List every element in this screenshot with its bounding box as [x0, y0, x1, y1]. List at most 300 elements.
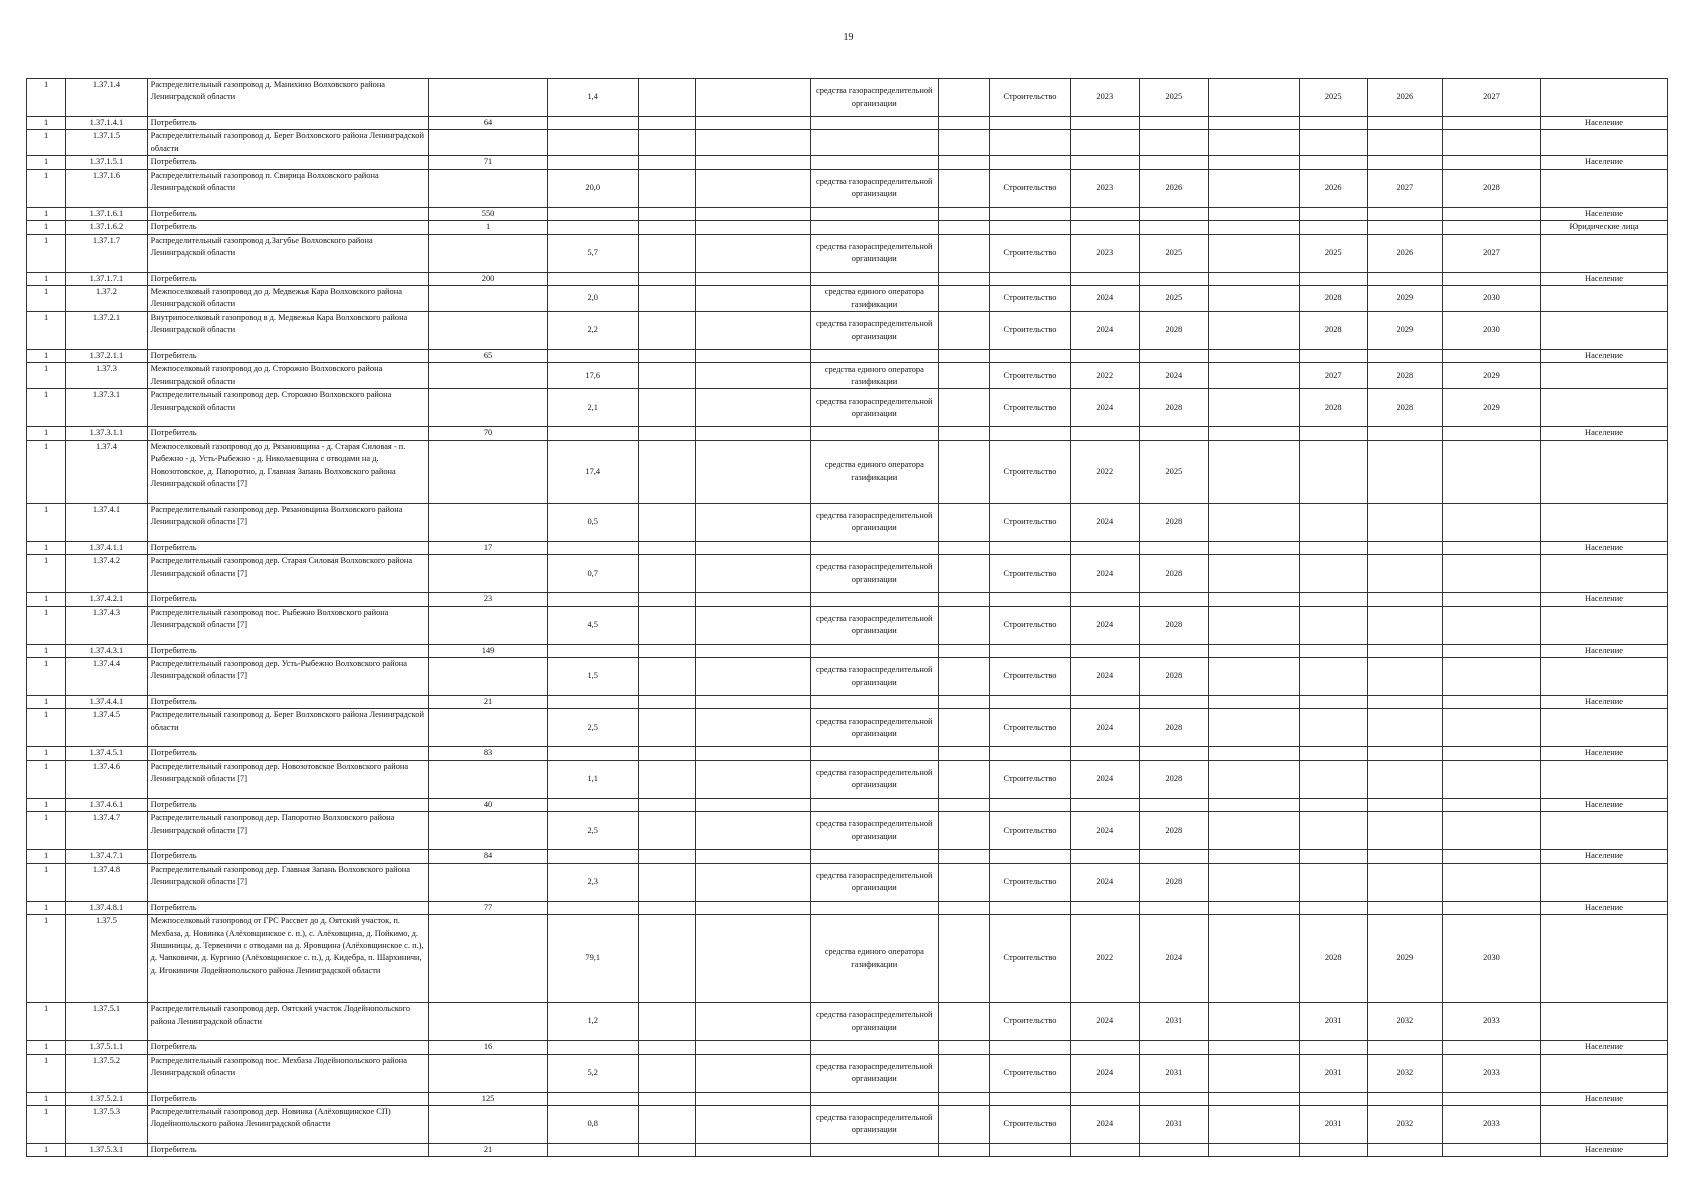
- empty-cell: [638, 555, 696, 593]
- empty-cell: [938, 541, 990, 554]
- empty-cell: [696, 863, 810, 901]
- object-name-cell: Внутрипоселковый газопровод в д. Медвежья Кара Волховского района Ленинградской области: [147, 312, 429, 350]
- empty-cell: [696, 1092, 810, 1105]
- year-cell: [1443, 130, 1541, 156]
- object-name-cell: Распределительный газопровод д. Манихино Волховского района Ленинградской области: [147, 79, 429, 117]
- empty-cell: [810, 541, 938, 554]
- category-cell: Население: [1540, 798, 1667, 811]
- consumer-label-cell: Потребитель: [147, 272, 429, 285]
- empty-cell: [990, 1092, 1070, 1105]
- consumer-count-cell: 65: [429, 350, 548, 363]
- empty-cell: [1139, 1041, 1208, 1054]
- object-row: [27, 234, 1668, 272]
- year-cell: 2031: [1299, 1003, 1367, 1041]
- empty-cell: [1139, 541, 1208, 554]
- item-number-cell: 1.37.4.6: [66, 760, 147, 798]
- empty-cell: [1367, 221, 1442, 234]
- end-year-cell: 2028: [1139, 658, 1208, 696]
- consumer-count-cell: 84: [429, 850, 548, 863]
- item-number-cell: 1.37.4.4: [66, 658, 147, 696]
- empty-cell: [638, 207, 696, 220]
- year-cell: [1367, 760, 1442, 798]
- start-year-cell: 2024: [1070, 606, 1139, 644]
- empty-cell: [1540, 863, 1667, 901]
- empty-cell: [1208, 850, 1299, 863]
- empty-cell: [1139, 117, 1208, 130]
- empty-cell: [1367, 644, 1442, 657]
- empty-cell: [990, 427, 1070, 440]
- empty-cell: [810, 644, 938, 657]
- object-row: [27, 440, 1668, 503]
- empty-cell: [638, 221, 696, 234]
- empty-cell: [938, 555, 990, 593]
- empty-cell: [1540, 363, 1667, 389]
- empty-cell: [938, 798, 990, 811]
- empty-cell: [696, 427, 810, 440]
- year-cell: 2028: [1299, 312, 1367, 350]
- empty-cell: [938, 709, 990, 747]
- empty-cell: [990, 156, 1070, 169]
- end-year-cell: 2031: [1139, 1105, 1208, 1143]
- end-year-cell: 2025: [1139, 79, 1208, 117]
- consumer-row: [27, 427, 1668, 440]
- empty-cell: [938, 1105, 990, 1143]
- start-year-cell: 2023: [1070, 234, 1139, 272]
- object-name-cell: Распределительный газопровод п. Свирица Волховского района Ленинградской области: [147, 169, 429, 207]
- consumer-row: [27, 798, 1668, 811]
- group-cell: 1: [27, 312, 66, 350]
- empty-cell: [1299, 427, 1367, 440]
- empty-cell: [696, 709, 810, 747]
- consumer-row: [27, 696, 1668, 709]
- empty-cell: [1139, 221, 1208, 234]
- empty-cell: [638, 427, 696, 440]
- consumer-label-cell: Потребитель: [147, 593, 429, 606]
- object-row: [27, 1054, 1668, 1092]
- empty-cell: [1070, 221, 1139, 234]
- consumer-label-cell: Потребитель: [147, 850, 429, 863]
- group-cell: 1: [27, 117, 66, 130]
- object-row: [27, 363, 1668, 389]
- group-cell: 1: [27, 389, 66, 427]
- empty-cell: [1208, 1092, 1299, 1105]
- empty-cell: [696, 363, 810, 389]
- item-number-cell: 1.37.5.2.1: [66, 1092, 147, 1105]
- consumer-label-cell: Потребитель: [147, 541, 429, 554]
- consumer-count-cell: [429, 440, 548, 503]
- funding-source-cell: средства газораспределительной организации: [810, 1105, 938, 1143]
- empty-cell: [1070, 427, 1139, 440]
- empty-cell: [638, 1054, 696, 1092]
- item-number-cell: 1.37.1.5: [66, 130, 147, 156]
- item-number-cell: 1.37.2: [66, 286, 147, 312]
- year-cell: [1367, 863, 1442, 901]
- empty-cell: [1208, 709, 1299, 747]
- end-year-cell: 2028: [1139, 503, 1208, 541]
- empty-cell: [1070, 207, 1139, 220]
- consumer-count-cell: [429, 286, 548, 312]
- start-year-cell: 2024: [1070, 863, 1139, 901]
- empty-cell: [696, 1003, 810, 1041]
- empty-cell: [938, 1054, 990, 1092]
- funding-source-cell: средства газораспределительной организации: [810, 1003, 938, 1041]
- year-cell: [1299, 709, 1367, 747]
- empty-cell: [810, 350, 938, 363]
- empty-cell: [1299, 593, 1367, 606]
- object-row: [27, 658, 1668, 696]
- empty-cell: [1208, 427, 1299, 440]
- empty-cell: [638, 440, 696, 503]
- empty-cell: [547, 747, 638, 760]
- funding-source-cell: средства газораспределительной организации: [810, 169, 938, 207]
- year-cell: 2027: [1299, 363, 1367, 389]
- object-name-cell: Межпоселковый газопровод от ГРС Рассвет до д. Оятский участок, п. Мехбаза, д. Новинка (Алёховщинское с. п.), с. Алёховщина, д. Пойкимо, д. Яншиницы, д. Тервеничи с отводами на д. Яровщина (Алёховщинское с. п.), д. Чапковичи, д. Кургино (Алёховщинское с. п.), д. Кидебра, п. Шархиничи, д. Игокиничи Лодейнопольского района Ленинградской области: [147, 915, 429, 1003]
- empty-cell: [547, 221, 638, 234]
- empty-cell: [1299, 850, 1367, 863]
- empty-cell: [938, 850, 990, 863]
- consumer-label-cell: Потребитель: [147, 644, 429, 657]
- empty-cell: [1540, 760, 1667, 798]
- consumer-row: [27, 221, 1668, 234]
- consumer-row: [27, 1041, 1668, 1054]
- year-cell: [1299, 130, 1367, 156]
- consumer-count-cell: [429, 312, 548, 350]
- category-cell: Население: [1540, 427, 1667, 440]
- empty-cell: [1540, 812, 1667, 850]
- length-cell: 0,5: [547, 503, 638, 541]
- work-type-cell: Строительство: [990, 79, 1070, 117]
- category-cell: Население: [1540, 117, 1667, 130]
- item-number-cell: 1.37.4.3: [66, 606, 147, 644]
- group-cell: 1: [27, 272, 66, 285]
- empty-cell: [1299, 798, 1367, 811]
- empty-cell: [696, 555, 810, 593]
- year-cell: [1299, 760, 1367, 798]
- empty-cell: [638, 915, 696, 1003]
- empty-cell: [638, 901, 696, 914]
- consumer-row: [27, 593, 1668, 606]
- year-cell: 2028: [1367, 389, 1442, 427]
- funding-source-cell: средства газораспределительной организации: [810, 606, 938, 644]
- length-cell: 1,5: [547, 658, 638, 696]
- consumer-row: [27, 1092, 1668, 1105]
- consumer-label-cell: Потребитель: [147, 747, 429, 760]
- empty-cell: [1367, 593, 1442, 606]
- empty-cell: [638, 644, 696, 657]
- empty-cell: [938, 156, 990, 169]
- empty-cell: [1139, 644, 1208, 657]
- empty-cell: [1367, 541, 1442, 554]
- object-name-cell: Распределительный газопровод д. Берег Волховского района Ленинградской области: [147, 130, 429, 156]
- year-cell: 2032: [1367, 1054, 1442, 1092]
- empty-cell: [1540, 1105, 1667, 1143]
- length-cell: 0,7: [547, 555, 638, 593]
- year-cell: [1367, 709, 1442, 747]
- empty-cell: [1070, 272, 1139, 285]
- year-cell: [1299, 440, 1367, 503]
- work-type-cell: Строительство: [990, 760, 1070, 798]
- empty-cell: [1070, 696, 1139, 709]
- group-cell: 1: [27, 1143, 66, 1156]
- empty-cell: [1367, 798, 1442, 811]
- empty-cell: [1208, 593, 1299, 606]
- end-year-cell: 2028: [1139, 606, 1208, 644]
- empty-cell: [638, 606, 696, 644]
- consumer-count-cell: 83: [429, 747, 548, 760]
- year-cell: 2030: [1443, 312, 1541, 350]
- empty-cell: [638, 541, 696, 554]
- item-number-cell: 1.37.4.7: [66, 812, 147, 850]
- consumer-count-cell: [429, 1105, 548, 1143]
- empty-cell: [547, 1041, 638, 1054]
- object-row: [27, 312, 1668, 350]
- empty-cell: [1139, 901, 1208, 914]
- consumer-count-cell: [429, 79, 548, 117]
- start-year-cell: 2022: [1070, 363, 1139, 389]
- item-number-cell: 1.37.4.7.1: [66, 850, 147, 863]
- work-type-cell: Строительство: [990, 709, 1070, 747]
- empty-cell: [1208, 1003, 1299, 1041]
- object-row: [27, 915, 1668, 1003]
- empty-cell: [1208, 207, 1299, 220]
- year-cell: [1299, 503, 1367, 541]
- consumer-count-cell: [429, 130, 548, 156]
- object-name-cell: Распределительный газопровод дер. Старая Силовая Волховского района Ленинградской области [7]: [147, 555, 429, 593]
- empty-cell: [638, 760, 696, 798]
- empty-cell: [1208, 440, 1299, 503]
- empty-cell: [1208, 863, 1299, 901]
- empty-cell: [696, 350, 810, 363]
- item-number-cell: 1.37.4.6.1: [66, 798, 147, 811]
- object-row: [27, 79, 1668, 117]
- start-year-cell: 2024: [1070, 389, 1139, 427]
- object-name-cell: Распределительный газопровод дер. Оятский участок Лодейнопольского района Ленинградской области: [147, 1003, 429, 1041]
- empty-cell: [1443, 221, 1541, 234]
- item-number-cell: 1.37.4: [66, 440, 147, 503]
- item-number-cell: 1.37.5: [66, 915, 147, 1003]
- length-cell: 2,5: [547, 709, 638, 747]
- year-cell: [1443, 503, 1541, 541]
- consumer-label-cell: Потребитель: [147, 1041, 429, 1054]
- year-cell: 2028: [1299, 389, 1367, 427]
- empty-cell: [1139, 156, 1208, 169]
- empty-cell: [990, 747, 1070, 760]
- group-cell: 1: [27, 350, 66, 363]
- group-cell: 1: [27, 555, 66, 593]
- consumer-count-cell: [429, 555, 548, 593]
- end-year-cell: 2028: [1139, 389, 1208, 427]
- start-year-cell: 2024: [1070, 1105, 1139, 1143]
- empty-cell: [547, 427, 638, 440]
- gas-pipeline-table: [26, 78, 1668, 1157]
- year-cell: 2028: [1367, 363, 1442, 389]
- empty-cell: [938, 440, 990, 503]
- item-number-cell: 1.37.1.7.1: [66, 272, 147, 285]
- group-cell: 1: [27, 130, 66, 156]
- consumer-count-cell: 1: [429, 221, 548, 234]
- item-number-cell: 1.37.5.3.1: [66, 1143, 147, 1156]
- item-number-cell: 1.37.3.1.1: [66, 427, 147, 440]
- empty-cell: [1443, 593, 1541, 606]
- empty-cell: [1299, 541, 1367, 554]
- category-cell: Население: [1540, 593, 1667, 606]
- object-name-cell: Распределительный газопровод дер. Усть-Рыбежно Волховского района Ленинградской области [7]: [147, 658, 429, 696]
- year-cell: [1367, 812, 1442, 850]
- category-cell: Население: [1540, 1143, 1667, 1156]
- empty-cell: [938, 221, 990, 234]
- empty-cell: [1208, 760, 1299, 798]
- end-year-cell: 2031: [1139, 1003, 1208, 1041]
- item-number-cell: 1.37.1.7: [66, 234, 147, 272]
- group-cell: 1: [27, 440, 66, 503]
- empty-cell: [1139, 798, 1208, 811]
- work-type-cell: Строительство: [990, 863, 1070, 901]
- empty-cell: [938, 130, 990, 156]
- empty-cell: [1208, 130, 1299, 156]
- end-year-cell: 2024: [1139, 363, 1208, 389]
- empty-cell: [1070, 156, 1139, 169]
- object-name-cell: Межпоселковый газопровод до д. Медвежья Кара Волховского района Ленинградской области: [147, 286, 429, 312]
- empty-cell: [810, 798, 938, 811]
- item-number-cell: 1.37.4.2: [66, 555, 147, 593]
- group-cell: 1: [27, 1041, 66, 1054]
- work-type-cell: Строительство: [990, 234, 1070, 272]
- consumer-label-cell: Потребитель: [147, 1143, 429, 1156]
- empty-cell: [696, 915, 810, 1003]
- funding-source-cell: средства газораспределительной организации: [810, 79, 938, 117]
- consumer-count-cell: [429, 169, 548, 207]
- empty-cell: [1070, 644, 1139, 657]
- empty-cell: [1367, 272, 1442, 285]
- work-type-cell: Строительство: [990, 503, 1070, 541]
- year-cell: 2029: [1367, 286, 1442, 312]
- empty-cell: [1367, 1041, 1442, 1054]
- start-year-cell: [1070, 130, 1139, 156]
- empty-cell: [938, 207, 990, 220]
- empty-cell: [810, 156, 938, 169]
- empty-cell: [1443, 272, 1541, 285]
- end-year-cell: 2028: [1139, 863, 1208, 901]
- start-year-cell: 2024: [1070, 709, 1139, 747]
- object-row: [27, 606, 1668, 644]
- start-year-cell: 2023: [1070, 79, 1139, 117]
- work-type-cell: Строительство: [990, 363, 1070, 389]
- empty-cell: [1540, 503, 1667, 541]
- empty-cell: [696, 440, 810, 503]
- empty-cell: [1208, 1041, 1299, 1054]
- empty-cell: [1540, 169, 1667, 207]
- empty-cell: [547, 1143, 638, 1156]
- empty-cell: [1070, 593, 1139, 606]
- empty-cell: [696, 606, 810, 644]
- group-cell: 1: [27, 696, 66, 709]
- empty-cell: [938, 1003, 990, 1041]
- object-row: [27, 863, 1668, 901]
- empty-cell: [638, 363, 696, 389]
- empty-cell: [1208, 798, 1299, 811]
- empty-cell: [547, 798, 638, 811]
- empty-cell: [638, 696, 696, 709]
- category-cell: Население: [1540, 350, 1667, 363]
- empty-cell: [1070, 747, 1139, 760]
- empty-cell: [1367, 850, 1442, 863]
- consumer-count-cell: 64: [429, 117, 548, 130]
- year-cell: 2029: [1443, 363, 1541, 389]
- empty-cell: [638, 272, 696, 285]
- empty-cell: [1208, 901, 1299, 914]
- empty-cell: [990, 350, 1070, 363]
- length-cell: 2,0: [547, 286, 638, 312]
- end-year-cell: 2025: [1139, 440, 1208, 503]
- item-number-cell: 1.37.1.6: [66, 169, 147, 207]
- empty-cell: [938, 234, 990, 272]
- work-type-cell: Строительство: [990, 286, 1070, 312]
- empty-cell: [1443, 1041, 1541, 1054]
- length-cell: 17,4: [547, 440, 638, 503]
- empty-cell: [938, 312, 990, 350]
- empty-cell: [696, 503, 810, 541]
- empty-cell: [1443, 747, 1541, 760]
- empty-cell: [1139, 1092, 1208, 1105]
- empty-cell: [1208, 272, 1299, 285]
- empty-cell: [1208, 606, 1299, 644]
- empty-cell: [1540, 234, 1667, 272]
- funding-source-cell: средства единого оператора газификации: [810, 286, 938, 312]
- empty-cell: [547, 156, 638, 169]
- start-year-cell: 2024: [1070, 1054, 1139, 1092]
- end-year-cell: [1139, 130, 1208, 156]
- consumer-row: [27, 644, 1668, 657]
- group-cell: 1: [27, 901, 66, 914]
- year-cell: [1299, 812, 1367, 850]
- empty-cell: [810, 747, 938, 760]
- work-type-cell: Строительство: [990, 1003, 1070, 1041]
- year-cell: 2028: [1443, 169, 1541, 207]
- consumer-count-cell: 21: [429, 1143, 548, 1156]
- consumer-count-cell: 70: [429, 427, 548, 440]
- empty-cell: [1208, 658, 1299, 696]
- empty-cell: [638, 117, 696, 130]
- start-year-cell: 2023: [1070, 169, 1139, 207]
- empty-cell: [638, 747, 696, 760]
- item-number-cell: 1.37.4.5: [66, 709, 147, 747]
- length-cell: 2,3: [547, 863, 638, 901]
- empty-cell: [810, 427, 938, 440]
- group-cell: 1: [27, 658, 66, 696]
- empty-cell: [1367, 117, 1442, 130]
- group-cell: 1: [27, 593, 66, 606]
- empty-cell: [810, 117, 938, 130]
- empty-cell: [990, 541, 1070, 554]
- item-number-cell: 1.37.2.1: [66, 312, 147, 350]
- funding-source-cell: средства единого оператора газификации: [810, 440, 938, 503]
- empty-cell: [1443, 696, 1541, 709]
- year-cell: [1299, 658, 1367, 696]
- empty-cell: [1367, 696, 1442, 709]
- empty-cell: [1208, 169, 1299, 207]
- consumer-label-cell: Потребитель: [147, 427, 429, 440]
- object-name-cell: Распределительный газопровод дер. Сторожно Волховского района Ленинградской области: [147, 389, 429, 427]
- empty-cell: [638, 1003, 696, 1041]
- empty-cell: [1208, 350, 1299, 363]
- consumer-row: [27, 272, 1668, 285]
- year-cell: 2028: [1299, 915, 1367, 1003]
- consumer-row: [27, 850, 1668, 863]
- empty-cell: [990, 696, 1070, 709]
- empty-cell: [990, 901, 1070, 914]
- funding-source-cell: средства единого оператора газификации: [810, 363, 938, 389]
- end-year-cell: 2025: [1139, 234, 1208, 272]
